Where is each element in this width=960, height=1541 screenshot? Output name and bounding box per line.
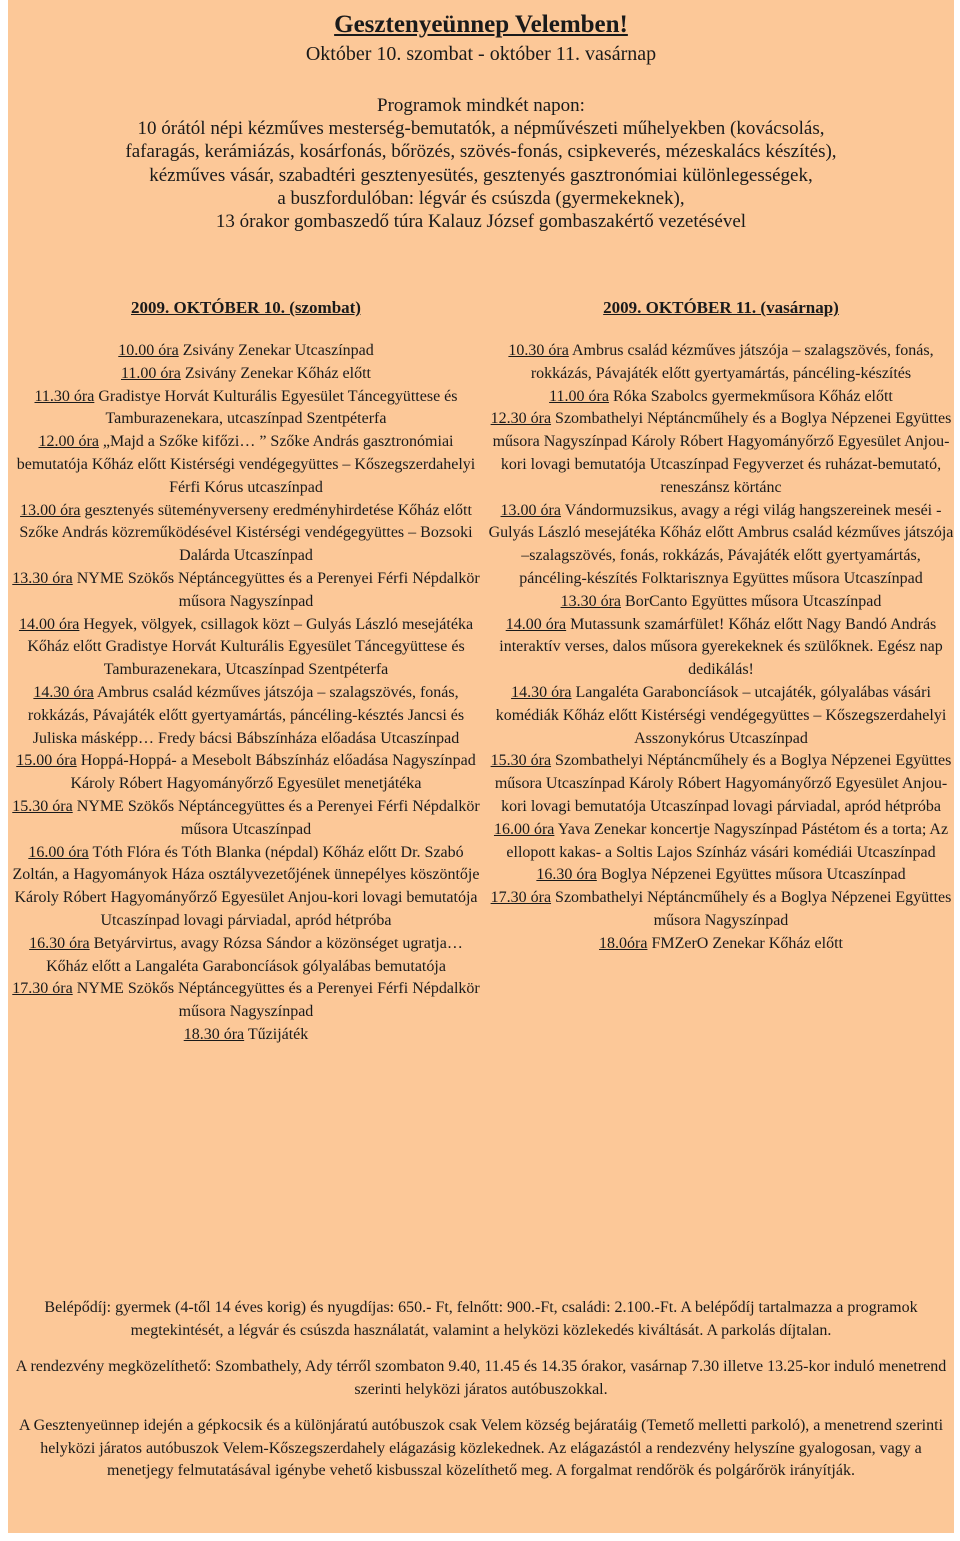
entry-time: 14.30 óra [511,683,572,701]
entry-text: Zsivány Zenekar Utcaszínpad [178,342,374,359]
entry-text: BorCanto Együttes műsora Utcaszínpad [621,592,882,610]
sunday-heading: 2009. OKTÓBER 11. (vasárnap) [603,298,839,317]
entry-text: NYME Szökős Néptáncegyüttes és a Perenyei Férfi Népdalkör műsora Nagyszínpad [72,980,480,1021]
entry-text: „Majd a Szőke kifőzi… ” Szőke András gasztronómiai bemutatója Kőház előtt Kistérségi vendégegyüttes – Kőszegszerdahelyi Férfi Kórus utcaszínpad [16,433,476,496]
entry-text: Yava Zenekar koncertje Nagyszínpad Pástétom és a torta; Az ellopott kakas- a Soltis Lajos Színház vásári komédiái Utcaszínpad [506,820,949,861]
access-info: A rendezvény megközelíthető: Szombathely, Ady térről szombaton 9.40, 11.45 és 14.35 órakor, vasárnap 7.30 illetve 13.25-kor induló menetrend szerinti helyközi járatos autóbuszokkal. [15,1358,947,1398]
schedule-entry [8,500,484,568]
entry-text: Betyárvirtus, avagy Rózsa Sándor a közönséget ugratja… Kőház előtt a Langaléta Garaboncíások gólyalábas bemutatója [46,934,463,975]
both-days-programs [8,94,954,233]
entry-time: 11.00 óra [121,364,181,382]
entry-time: 16.30 óra [29,934,90,952]
entry-text: Ambrus család kézműves játszója – szalagszövés, fonás, rokkázás, Pávajáték előtt gyertyamártás, páncéling-késztés Jancsi és Juliska másképp… Fredy bácsi Bábszínháza előadása Utcaszínpad [27,683,465,747]
entry-time: 14.30 óra [33,683,94,701]
schedule-entry [488,591,954,614]
schedule-entry [488,500,954,591]
entry-text: Vándormuzsikus, avagy a régi világ hangszereinek meséi - Gulyás László mesejátéka Kőház előtt Ambrus család kézműves játszója –szalagszövés, fonás, rokkázás, Pávajáték előtt gyertyamártás, páncéling-készítés Folktarisznya Együttes műsora Utcaszínpad [488,501,954,587]
program-line: 13 órakor gombaszedő túra Kalauz József gombaszakértő vezetésével [215,211,747,233]
program-line: a buszfordulóban: légvár és csúszda (gyermekeknek), [277,187,685,209]
entry-time: 13.00 óra [500,501,561,519]
entry-time: 13.00 óra [20,501,81,519]
entry-time: 11.00 óra [549,387,609,405]
schedule-entry [488,682,954,750]
entry-time: 18.0óra [599,934,648,952]
program-line: kézműves vásár, szabadtéri gesztenyesütés, gesztenyés gasztronómiai különlegességek, [149,164,813,186]
schedule-entry [488,933,954,956]
entry-text: Hegyek, völgyek, csillagok közt – Gulyás László mesejátéka Kőház előtt Gradistye Horvát Kulturális Egyesület Táncegyüttese és Tamburazenekara, Utcaszínpad Szentpéterfa [27,615,474,679]
entry-text: gesztenyés süteményverseny eredményhirdetése Kőház előtt Szőke András közreműködésével Kistérségi vendégegyüttes – Bozsoki Dalárda Utcaszínpad [19,501,473,565]
entry-text: FMZerO Zenekar Kőház előtt [647,934,843,952]
entry-text: Róka Szabolcs gyermekműsora Kőház előtt [608,387,893,405]
entry-time: 14.00 óra [505,615,567,633]
schedule-entry [8,431,484,499]
entry-time: 13.30 óra [560,592,622,610]
schedule-entry [8,978,484,1024]
schedule-entry [8,363,484,386]
entry-time: 15.00 óra [16,752,77,770]
schedule-entry [8,614,484,682]
programs-heading: Programok mindkét napon: [377,95,585,116]
entry-time: 17.30 óra [490,889,552,907]
entry-text: NYME Szökős Néptáncegyüttes és a Perenyei Férfi Népdalkör műsora Utcaszínpad [72,797,480,838]
schedule-entry [8,750,484,796]
traffic-info: A Gesztenyeünnep idején a gépkocsik és a különjáratú autóbuszok csak Velem község bejáratáig (Temető melletti parkoló), a menetrend szerinti helyközi járatos autóbuszok Velem-Kőszegszerdahely elágazásig közlekednek. Az elágazástól a rendezvény helyszíne gyalogosan, vagy a menetjegy felmutatásával igénybe vehető kisbusszal közelíthető meg. A forgalmat rendőrök és polgárőrök irányítják. [18,1417,944,1479]
entry-text: Ambrus család kézműves játszója – szalagszövés, fonás, rokkázás, Pávajáték előtt gyertyamártás, páncéling-készítés [530,342,934,382]
entry-time: 12.30 óra [490,410,552,428]
entry-text: Tűzijáték [244,1025,309,1043]
schedule-entry [8,340,484,363]
entry-time: 18.30 óra [183,1025,245,1043]
entry-fees: Belépődíj: gyermek (4-től 14 éves korig) és nyugdíjas: 650.- Ft, felnőtt: 900.-Ft, családi: 2.100.-Ft. A belépődíj tartalmazza a programok megtekintését, a légvár és csúszda használatát, valamint a helyközi közlekedés kiváltását. A parkolás díjtalan. [44,1299,918,1339]
schedule-entry [8,842,484,933]
schedule-entry [488,614,954,682]
entry-time: 14.00 óra [18,615,80,633]
entry-text: Zsivány Zenekar Kőház előtt [180,364,371,382]
entry-time: 15.30 óra [490,752,552,770]
entry-time: 10.30 óra [508,342,569,359]
entry-time: 10.00 óra [118,342,179,359]
entry-text: Mutassunk szamárfület! Kőház előtt Nagy Bandó András interaktív verses, dalos műsora gyerekeknek és szülőknek. Egész nap dedikálás! [499,615,943,679]
practical-info [8,1297,954,1497]
entry-text: Gradistye Horvát Kulturális Egyesület Táncegyüttese és Tamburazenekara, utcaszínpad Szentpéterfa [94,387,458,428]
program-line: fafaragás, kerámiázás, kosárfonás, bőrözés, szövés-fonás, csipkeverés, mézeskalács készítés), [125,141,837,163]
event-dates: Október 10. szombat - október 11. vasárnap [305,43,657,65]
schedule-entry [488,386,954,409]
saturday-heading: 2009. OKTÓBER 10. (szombat) [131,298,361,317]
entry-time: 16.30 óra [536,866,597,884]
schedule-entry [8,682,484,750]
saturday-schedule [8,296,484,1047]
schedule-entry [488,750,954,818]
entry-text: Tóth Flóra és Tóth Blanka (népdal) Kőház előtt Dr. Szabó Zoltán, a Hagyományok Háza osztályvezetőjének ünnepélyes köszöntője Károly Róbert Hagyományőrző Egyesület Anjou-kori lovagi bemutatója Utcaszínpad lovagi párviadal, apród hétpróba [12,843,480,929]
entry-text: NYME Szökős Néptáncegyüttes és a Perenyei Férfi Népdalkör műsora Nagyszínpad [72,569,480,610]
schedule-entry [488,887,954,933]
entry-text: Hoppá-Hoppá- a Mesebolt Bábszínház előadása Nagyszínpad Károly Róbert Hagyományőrző Egyesület menetjátéka [70,752,476,793]
schedule-entry [8,568,484,614]
schedule-entry [488,819,954,865]
entry-text: Szombathelyi Néptáncműhely és a Boglya Népzenei Együttes műsora Nagyszínpad Károly Róbert Hagyományőrző Egyesület Anjou-kori lovagi bemutatója Utcaszínpad Fegyverzet és ruházat-bemutató, reneszánsz körtánc [492,410,952,496]
entry-text: Szombathelyi Néptáncműhely és a Boglya Népzenei Együttes műsora Utcaszínpad Károly Róbert Hagyományőrző Egyesület Anjou-kori lovagi bemutatója Utcaszínpad lovagi párviadal, apród hétpróba [494,752,952,815]
schedule-entry [8,933,484,979]
entry-time: 11.30 óra [34,387,95,405]
sunday-schedule [488,296,954,956]
schedule-entry [8,1024,484,1047]
page-title: Gesztenyeünnep Velemben! [334,11,628,38]
entry-time: 12.00 óra [38,433,99,451]
schedule-entry [8,386,484,432]
entry-time: 16.00 óra [28,843,89,861]
entry-time: 16.00 óra [493,820,555,838]
program-line: 10 órától népi kézműves mesterség-bemutatók, a népművészeti műhelyekben (kovácsolás, [137,118,825,140]
entry-text: Langaléta Garaboncíások – utcajáték, gólyalábas vásári komédiák Kőház előtt Kistérségi vendégegyüttes – Kőszegszerdahelyi Asszonykórus Utcaszínpad [495,683,947,747]
entry-text: Boglya Népzenei Együttes műsora Utcaszínpad [596,866,906,884]
schedule-entry [488,408,954,499]
entry-time: 15.30 óra [12,797,73,815]
entry-text: Szombathelyi Néptáncműhely és a Boglya Népzenei Együttes műsora Nagyszínpad [551,889,952,929]
entry-time: 17.30 óra [12,980,73,998]
poster-page [8,0,954,1533]
schedule-entry [488,864,954,887]
schedule-entry [488,340,954,386]
schedule-entry [8,796,484,842]
entry-time: 13.30 óra [12,569,73,587]
